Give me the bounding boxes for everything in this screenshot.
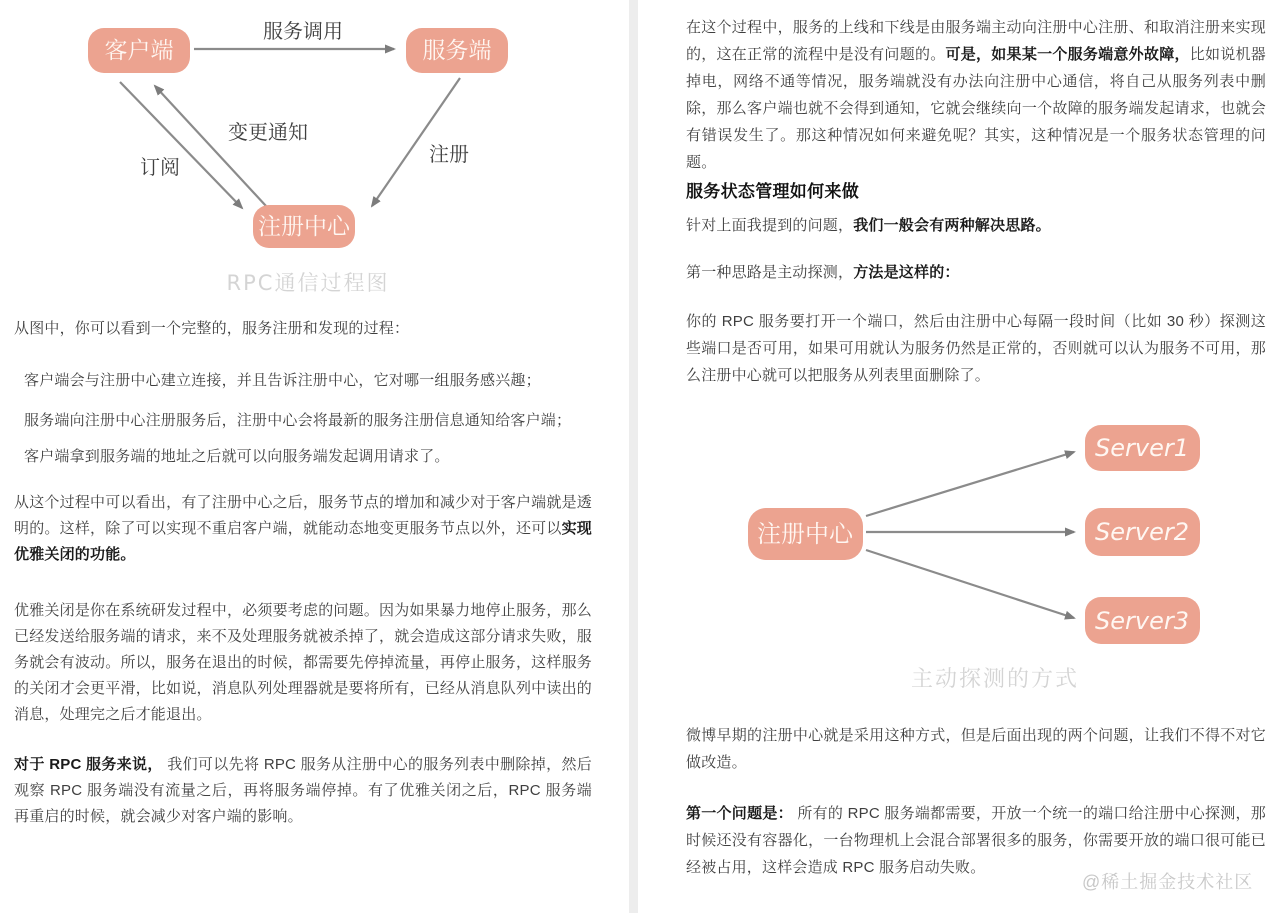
diagram1-caption: RPC通信过程图 bbox=[226, 271, 390, 295]
edge-label-register: 注册 bbox=[429, 142, 469, 166]
edge-label-change-notify: 变更通知 bbox=[228, 120, 308, 144]
paragraph-rpc-shutdown-text: 我们可以先将 RPC 服务从注册中心的服务列表中删除掉，然后观察 RPC 服务端没有流量之后，再将服务端停掉。有了优雅关闭之后，RPC 服务端再重启的时候，就会减少对客户端的影响。 bbox=[14, 756, 593, 825]
quote-line-3: 客户端拿到服务端的地址之后就可以向服务端发起调用请求了。 bbox=[24, 448, 450, 465]
paragraph-rpc-shutdown-bold: 对于 RPC 服务来说， bbox=[14, 756, 163, 773]
paragraph-two-solutions bbox=[686, 213, 1266, 239]
paragraph-first-idea-bold: 方法是这样的： bbox=[853, 264, 960, 281]
watermark: @稀土掘金技术社区 bbox=[1082, 872, 1254, 892]
paragraph-two-solutions-bold: 我们一般会有两种解决思路。 bbox=[853, 217, 1051, 234]
paragraph-first-idea bbox=[686, 260, 1266, 286]
node-registry2-label: 注册中心 bbox=[757, 520, 853, 548]
node-server3-label: Server3 bbox=[1095, 607, 1189, 635]
paragraph-transparency-bold: 实现优雅关闭的功能。 bbox=[14, 520, 592, 563]
paragraph-first-problem-bold: 第一个问题是： bbox=[686, 805, 793, 822]
paragraph-failure-bold: 可是，如果某一个服务端意外故障， bbox=[945, 46, 1190, 63]
column-divider bbox=[629, 0, 638, 913]
paragraph-first-idea-pre: 第一种思路是主动探测， bbox=[686, 264, 854, 281]
edge-probe-server3 bbox=[866, 550, 1074, 618]
rpc-communication-diagram bbox=[8, 8, 608, 308]
node-server2-label: Server2 bbox=[1095, 518, 1189, 546]
paragraph-first-problem-post: 所有的 RPC 服务端都需要，开放一个统一的端口给注册中心探测，那时候还没有容器化，一台物理机上会混合部署很多的服务，你需要开放的端口很可能已经被占用，这样会造成 RPC 服务启动失败。 bbox=[686, 805, 1266, 876]
quote-line-1: 客户端会与注册中心建立连接，并且告诉注册中心，它对哪一组服务感兴趣； bbox=[24, 372, 541, 389]
node-server1-label: Server1 bbox=[1095, 434, 1189, 462]
node-registry-label: 注册中心 bbox=[258, 214, 350, 240]
paragraph-failure-post: 比如说机器掉电，网络不通等情况，服务端就没有办法向注册中心通信，将自己从服务列表中删除，那么客户端也就不会得到通知，它就会继续向一个故障的服务端发起请求，也就会有错误发生了。那这种情况如何来避免呢？其实，这种情况是一个服务状态管理的问题。 bbox=[686, 46, 1266, 171]
paragraph-failure-pre: 在这个过程中，服务的上线和下线是由服务端主动向注册中心注册、和取消注册来实现的，这在正常的流程中是没有问题的。 bbox=[686, 19, 1266, 63]
diagram2-caption: 主动探测的方式 bbox=[910, 667, 1080, 692]
paragraph-transparency-text: 从这个过程中可以看出，有了注册中心之后，服务节点的增加和减少对于客户端就是透明的。这样，除了可以实现不重启客户端，就能动态地变更服务节点以外，还可以 bbox=[14, 494, 592, 537]
paragraph-port-probe: 你的 RPC 服务要打开一个端口，然后由注册中心每隔一段时间（比如 30 秒）探测这些端口是否可用，如果可用就认为服务仍然是正常的，否则就可以认为服务不可用，那么注册中心就可以把服务从列表里面删除了。 bbox=[686, 313, 1266, 384]
edge-change-notify bbox=[155, 86, 266, 206]
paragraph-transparency bbox=[14, 490, 592, 568]
edge-subscribe bbox=[120, 82, 242, 208]
node-client-label: 客户端 bbox=[104, 38, 174, 64]
edge-label-service-call: 服务调用 bbox=[263, 19, 343, 43]
edge-probe-server1 bbox=[866, 452, 1074, 516]
active-probing-diagram bbox=[650, 408, 1270, 708]
section-heading-service-state: 服务状态管理如何来做 bbox=[686, 182, 859, 201]
edge-label-subscribe: 订阅 bbox=[140, 155, 180, 179]
paragraph-weibo-usage: 微博早期的注册中心就是采用这种方式，但是后面出现的两个问题，让我们不得不对它做改造。 bbox=[686, 727, 1266, 771]
quote-line-2: 服务端向注册中心注册服务后，注册中心会将最新的服务注册信息通知给客户端； bbox=[24, 412, 572, 429]
paragraph-process-intro: 从图中，你可以看到一个完整的，服务注册和发现的过程： bbox=[14, 320, 410, 337]
paragraph-two-solutions-pre: 针对上面我提到的问题， bbox=[686, 217, 854, 234]
paragraph-failure-problem bbox=[686, 14, 1266, 176]
paragraph-rpc-shutdown bbox=[14, 752, 592, 830]
node-server-label: 服务端 bbox=[422, 38, 492, 64]
paragraph-graceful-shutdown: 优雅关闭是你在系统研发过程中，必须要考虑的问题。因为如果暴力地停止服务，那么已经发送给服务端的请求，来不及处理服务就被杀掉了，就会造成这部分请求失败，服务就会有波动。所以，服务在退出的时候，都需要先停掉流量，再停止服务，这样服务的关闭才会更平滑，比如说，消息队列处理器就是要将所有，已经从消息队列中读出的消息，处理完之后才能退出。 bbox=[14, 602, 592, 723]
